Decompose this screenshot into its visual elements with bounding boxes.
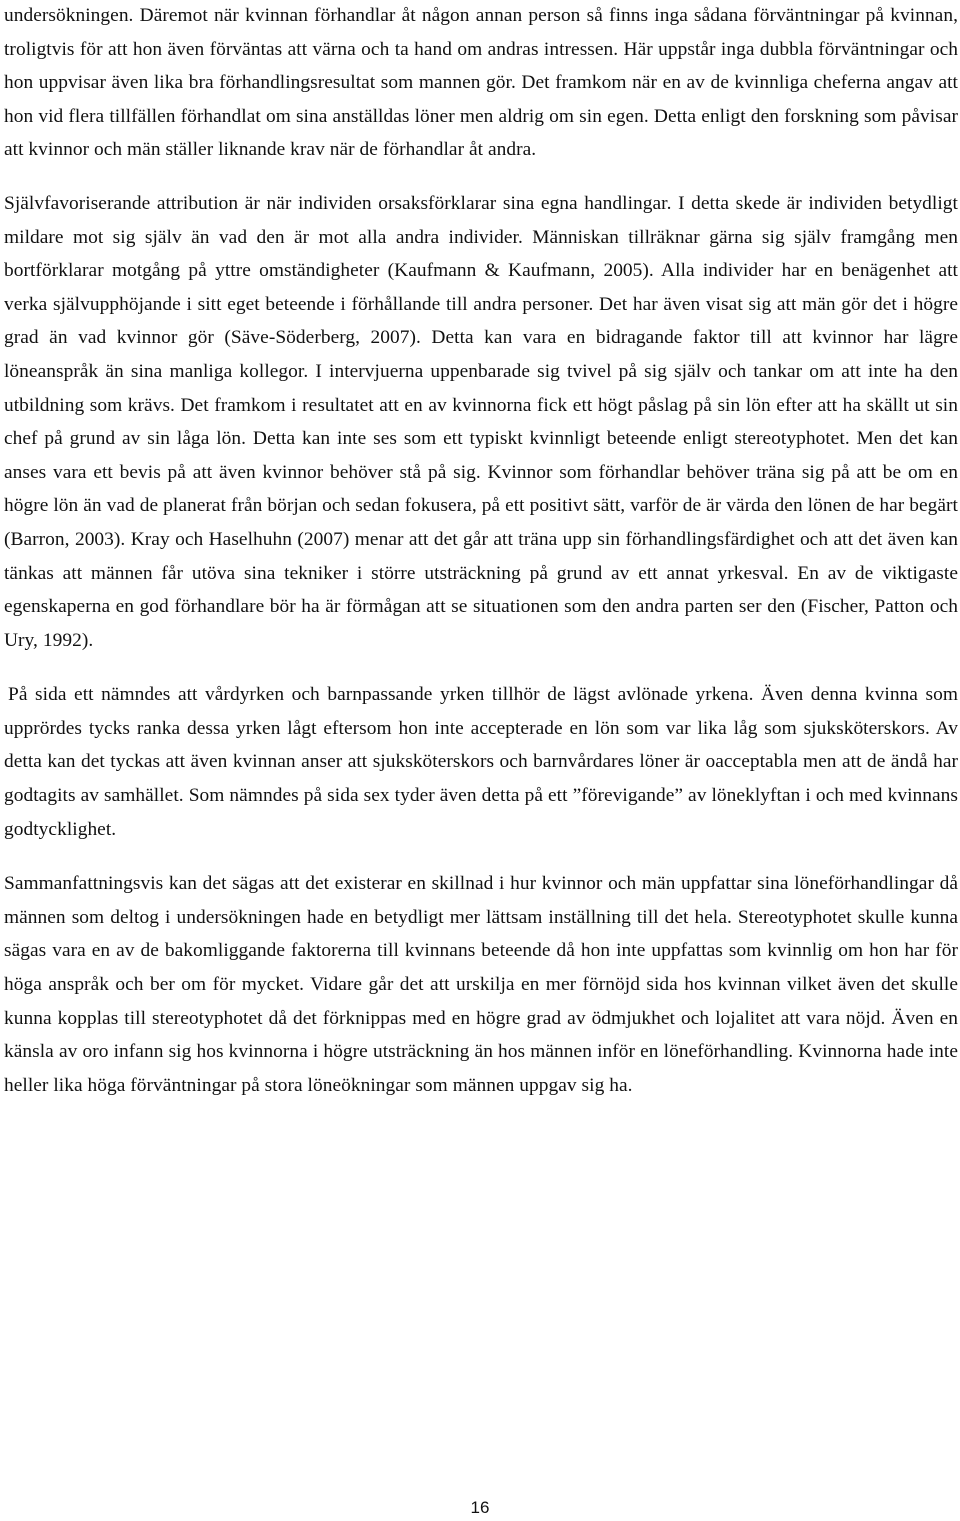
body-text <box>4 0 958 1102</box>
paragraph-care-professions: På sida ett nämndes att vårdyrken och barnpassande yrken tillhör de lägst avlönade yrkena. Även denna kvinna som upprördes tycks ranka dessa yrken lågt eftersom hon inte accepterade en lön som var lika låg som sjuksköterskors. Av detta kan det tyckas att även kvinnan anser att sjuksköterskors och barnvårdares löner är oacceptabla men att de ändå har godtagits av samhället. Som nämndes på sida sex tyder även detta på ett ”förevigande” av löneklyftan i och med kvinnans godtycklighet. <box>4 684 958 840</box>
paragraph-summary: Sammanfattningsvis kan det sägas att det existerar en skillnad i hur kvinnor och män uppfattar sina löneförhandlingar då männen som deltog i undersökningen hade en betydligt mer lättsam inställning till det hela. Stereotyphotet skulle kunna sägas vara en av de bakomliggande faktorerna till kvinnans beteende då hon inte uppfattas som kvinnlig om hon har för höga anspråk och ber om för mycket. Vidare går det att urskilja en mer förnöjd sida hos kvinnan vilket även det skulle kunna kopplas till stereotyphotet då det förknippas med en högre grad av ödmjukhet och lojalitet att vara nöjd. Även en känsla av oro infann sig hos kvinnorna i högre utsträckning än hos männen inför en löneförhandling. Kvinnorna hade inte heller lika höga förväntningar på stora löneökningar som männen uppgav sig ha. <box>4 873 958 1096</box>
page-number: 16 <box>470 1498 490 1517</box>
paragraph-self-serving-attribution: Självfavoriserande attribution är när individen orsaksförklarar sina egna handlingar. I detta skede är individen betydligt mildare mot sig själv än vad den är mot alla andra individer. Människan tillräknar gärna sig själv framgång men bortförklarar motgång på yttre omständigheter (Kaufmann & Kaufmann, 2005). Alla individer har en benägenhet att verka självupphöjande i sitt eget beteende i förhållande till andra personer. Det har även visat sig att män gör det i högre grad än vad kvinnor gör (Säve-Söderberg, 2007). Detta kan vara en bidragande faktor till att kvinnor har lägre löneanspråk än sina manliga kollegor. I intervjuerna uppenbarade sig tvivel på sig själv och tankar om att inte ha den utbildning som krävs. Det framkom i resultatet att en av kvinnorna fick ett högt påslag på sin lön efter att ha skällt ut sin chef på grund av sin låga lön. Detta kan inte ses som ett typiskt kvinnligt beteende enligt stereotyphotet. Men det kan anses vara ett bevis på att även kvinnor behöver stå på sig. Kvinnor som förhandlar behöver träna sig på att be om en högre lön än vad de planerat från början och sedan fokusera, på ett positivt sätt, varför de är värda den lönen de har begärt (Barron, 2003). Kray och Haselhuhn (2007) menar att det går att träna upp sin förhandlingsfärdighet och att det även kan tänkas att männen får utöva sina tekniker i större utsträckning på grund av ett annat yrkesval. En av de viktigaste egenskaperna en god förhandlare bör ha är förmågan att se situationen som den andra parten ser den (Fischer, Patton och Ury, 1992). <box>4 192 958 651</box>
paragraph-continuation: undersökningen. Däremot när kvinnan förhandlar åt någon annan person så finns inga sådana förväntningar på kvinnan, troligtvis för att hon även förväntas att värna och ta hand om andras intressen. Här uppstår inga dubbla förväntningar och hon uppvisar även lika bra förhandlingsresultat som mannen gör. Det framkom när en av de kvinnliga cheferna angav att hon vid flera tillfällen förhandlat om sina anställdas löner men aldrig om sin egen. Detta enligt den forskning som påvisar att kvinnor och män ställer liknande krav när de förhandlar åt andra. <box>4 5 958 161</box>
